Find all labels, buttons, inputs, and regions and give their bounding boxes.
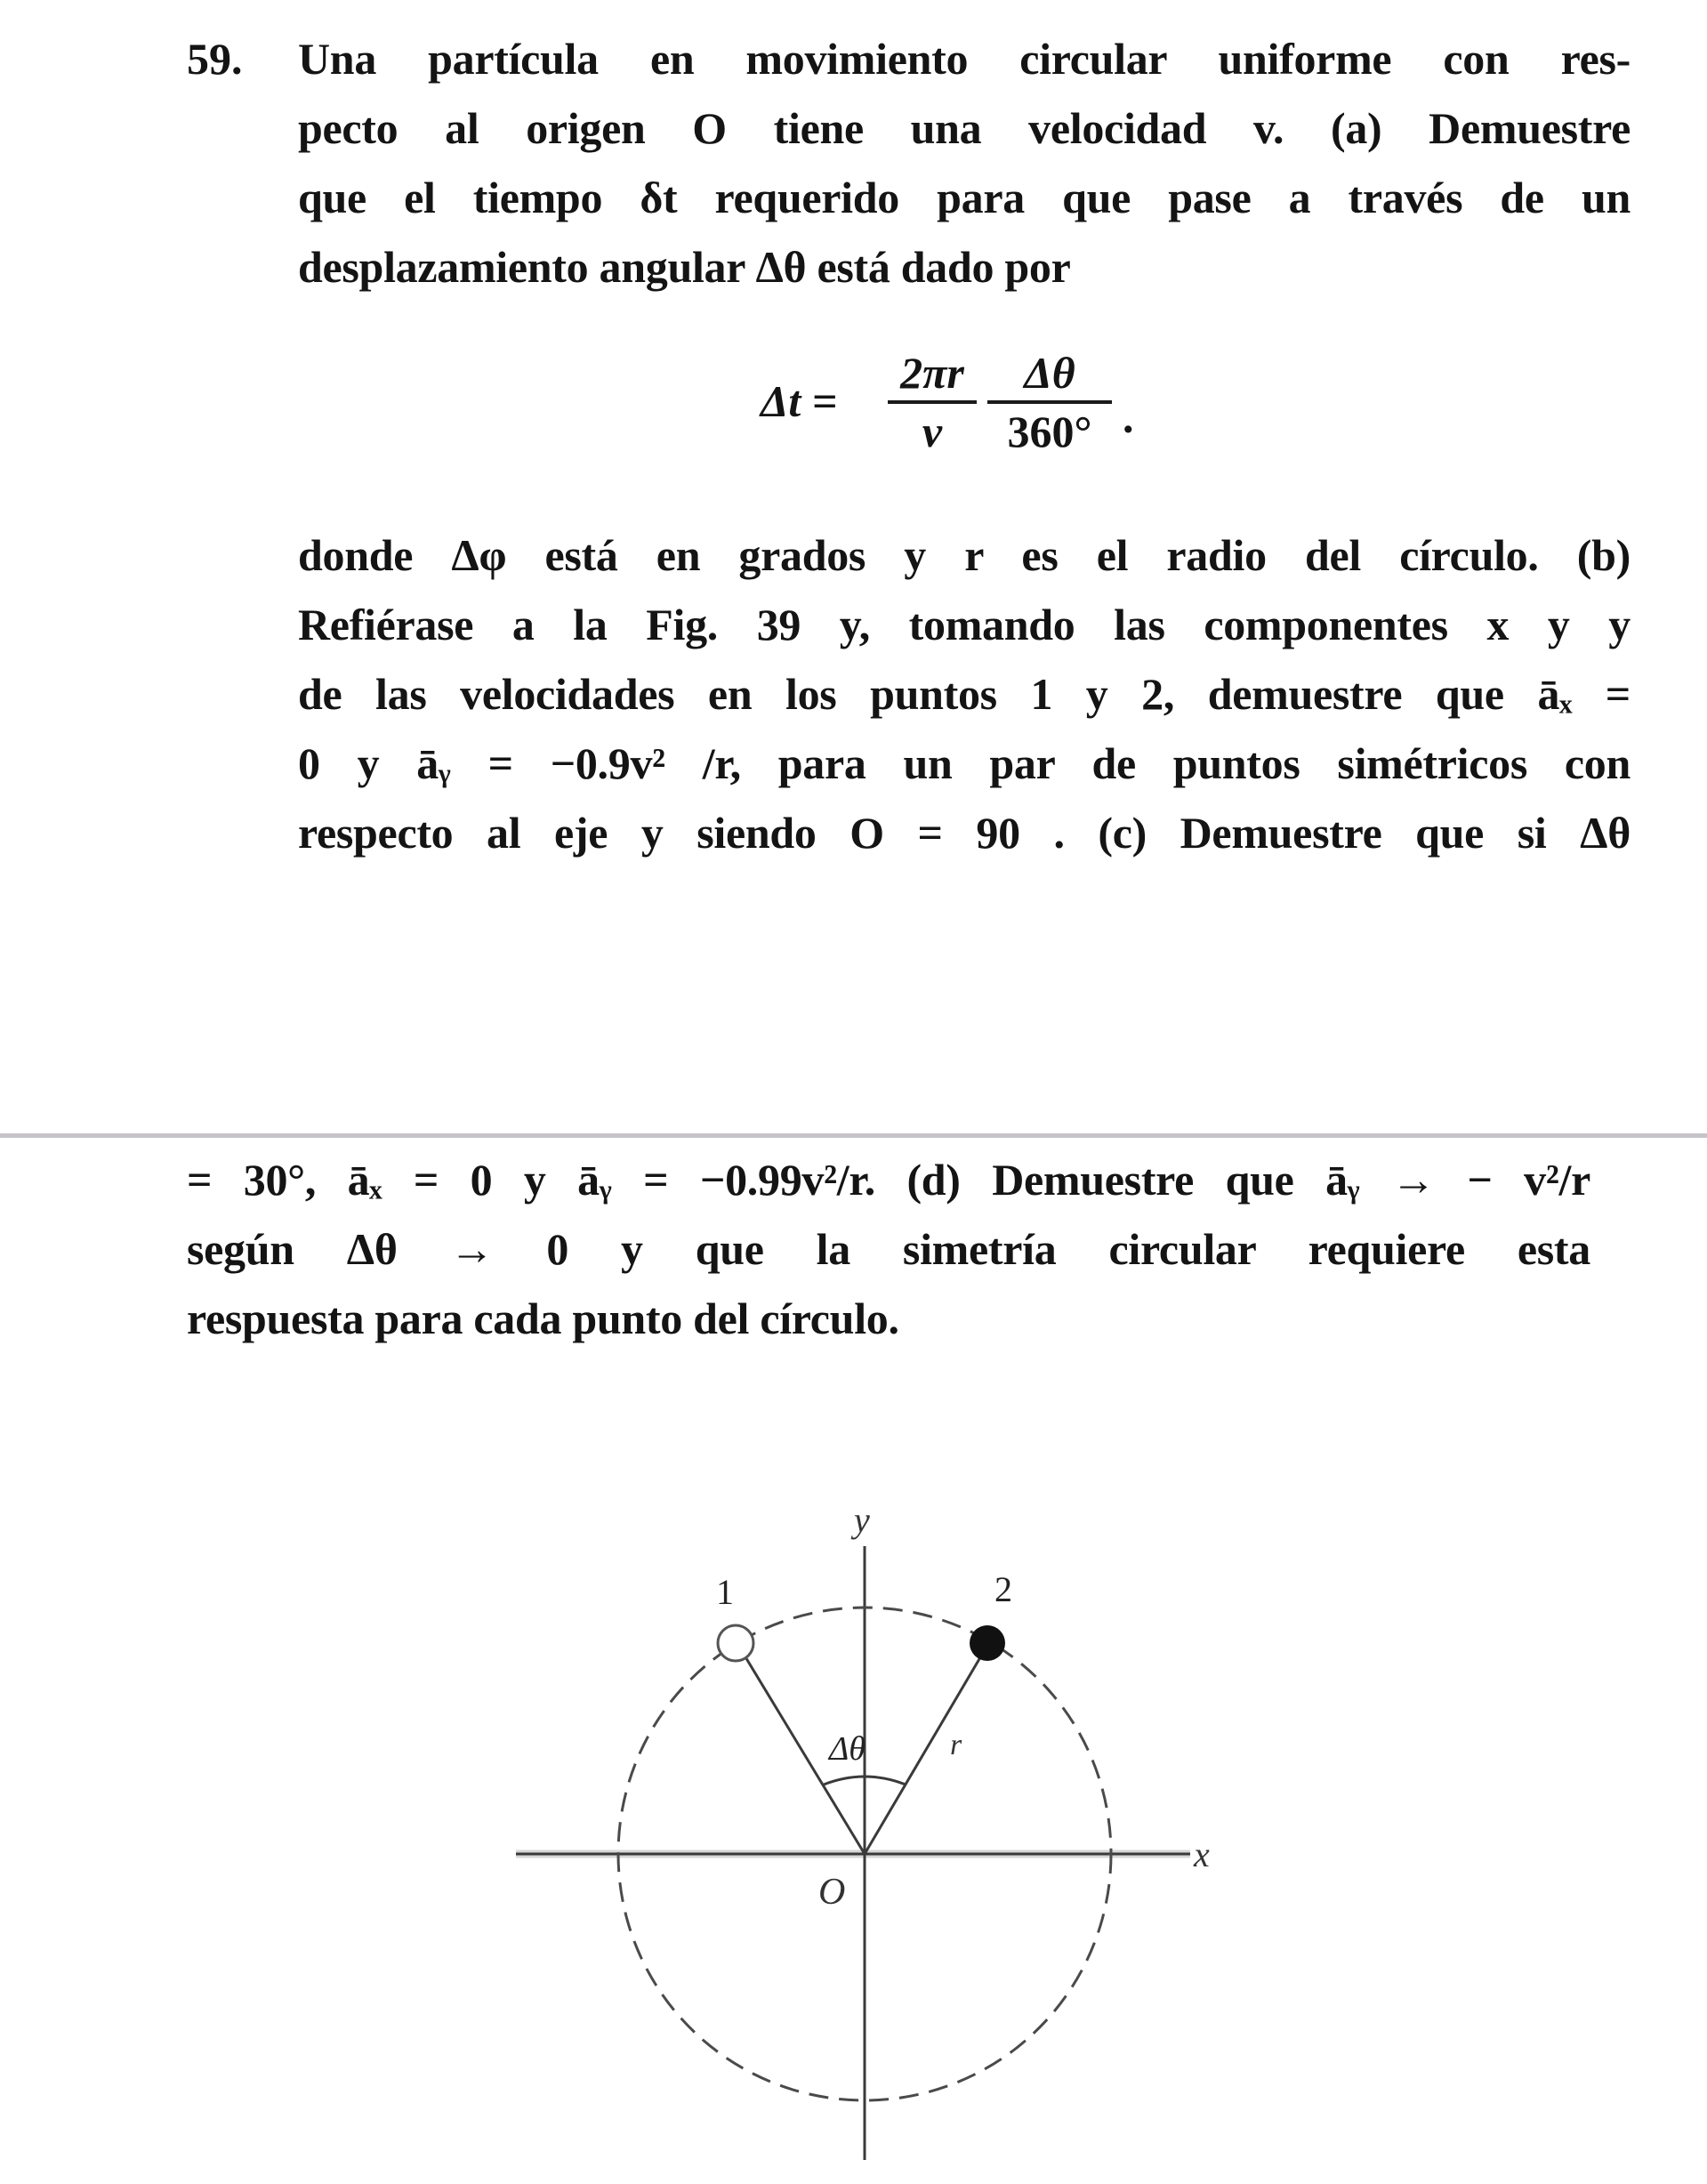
text-line: pecto al origen O tiene una velocidad v. (a) Demuestre	[298, 103, 1631, 153]
text-line: Una partícula en movimiento circular uniforme con res-	[298, 34, 1631, 84]
text-line: que el tiempo δt requerido para que pase a través de un	[298, 173, 1631, 222]
fraction-denominator: v	[922, 407, 943, 456]
equation-lhs: Δt =	[761, 376, 838, 426]
point-2-label: 2	[994, 1569, 1012, 1609]
origin-label: O	[818, 1872, 846, 1913]
text-line: respuesta para cada punto del círculo.	[187, 1293, 899, 1343]
problem-number: 59.	[187, 34, 243, 84]
radius-line-2	[865, 1653, 983, 1854]
text-line: 0 y āᵧ = −0.9v² /r, para un par de puntos simétricos con	[298, 738, 1631, 788]
radius-label: r	[950, 1729, 962, 1761]
fraction-numerator: 2πr	[900, 348, 964, 398]
fraction-denominator: 360°	[1007, 407, 1092, 456]
equation-trailing-period: .	[1123, 392, 1134, 442]
y-axis-label: y	[854, 1500, 870, 1540]
text-line: respecto al eje y siendo O = 90 . (c) Demuestre que si Δθ	[298, 808, 1631, 858]
point-1-label: 1	[716, 1572, 734, 1612]
text-line: Refiérase a la Fig. 39 y, tomando las componentes x y y	[298, 600, 1631, 649]
text-line: de las velocidades en los puntos 1 y 2, demuestre que āₓ =	[298, 669, 1631, 719]
text-line: desplazamiento angular Δθ está dado por	[298, 242, 1071, 292]
point-2-filled-circle	[970, 1625, 1005, 1661]
fraction-numerator: Δθ	[1024, 348, 1075, 398]
point-1-open-circle	[718, 1625, 753, 1661]
angle-label: Δθ	[829, 1730, 866, 1768]
text-line: según Δθ → 0 y que la simetría circular requiere esta	[187, 1224, 1590, 1274]
text-line: = 30°, āₓ = 0 y āᵧ = −0.99v²/r. (d) Demuestre que āᵧ → − v²/r	[187, 1155, 1590, 1205]
x-axis-label: x	[1194, 1834, 1210, 1874]
text-line: donde Δφ está en grados y r es el radio del círculo. (b)	[298, 530, 1631, 580]
